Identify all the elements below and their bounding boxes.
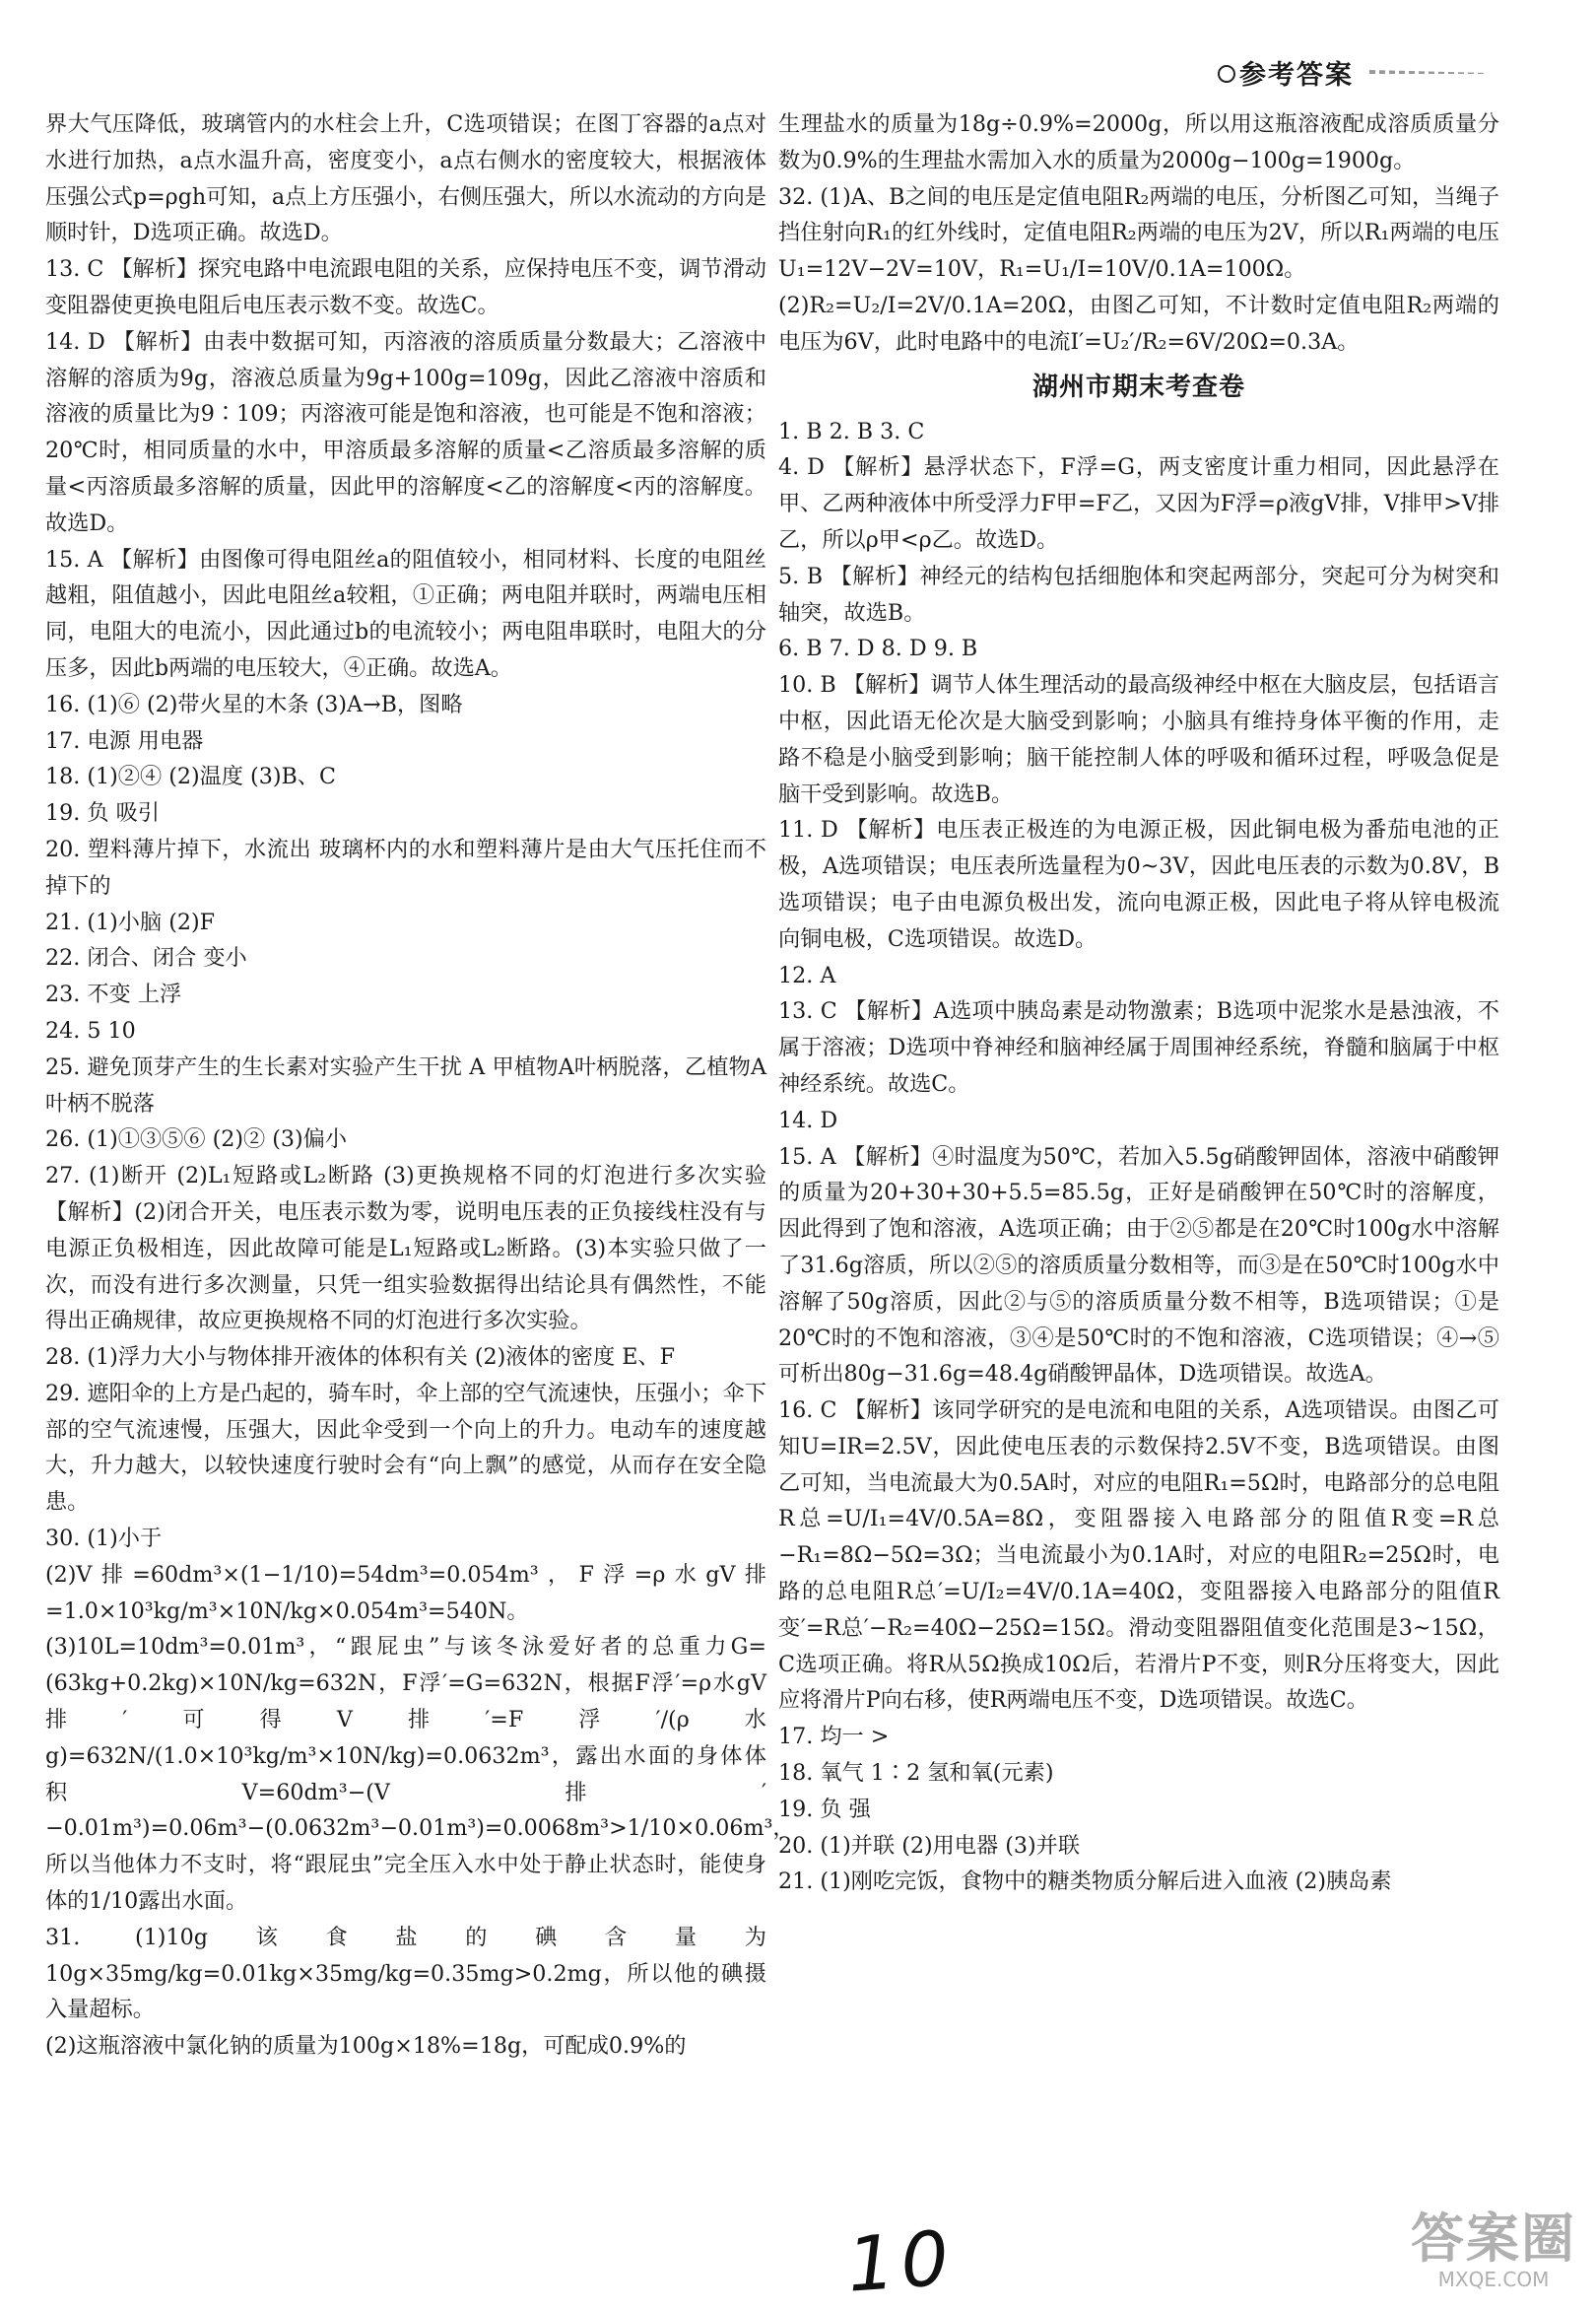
paragraph: 20. (1)并联 (2)用电器 (3)并联 bbox=[778, 1832, 1081, 1859]
watermark-text: 答案圈 bbox=[1411, 2207, 1576, 2270]
page-header bbox=[1218, 51, 1488, 93]
paragraph: 25. 避免顶芽产生的生长素对实验产生干扰 A 甲植物A叶柄脱落，乙植物A叶柄不脱落 bbox=[45, 1053, 766, 1117]
paragraph: 界大气压降低，玻璃管内的水柱会上升，C选项错误；在图丁容器的a点对水进行加热，a点水温升高，密度变小，a点右侧水的密度较大，根据液体压强公式p=ρgh可知，a点上方压强小，右侧压强大，所以水流动的方向是顺时针，D选项正确。故选D。 bbox=[45, 111, 766, 246]
paragraph: 31. (1)10g该食盐的碘含量为10g×35mg/kg=0.01kg×35mg/kg=0.35mg>0.2mg，所以他的碘摄入量超标。 bbox=[45, 1924, 766, 2023]
paragraph: 24. 5 10 bbox=[45, 1017, 136, 1044]
right-column bbox=[778, 106, 1499, 1900]
paragraph: 23. 不变 上浮 bbox=[45, 982, 182, 1008]
watermark-logo bbox=[1411, 2209, 1576, 2290]
paragraph: 13. C 【解析】探究电路中电流跟电阻的关系，应保持电压不变，调节滑动变阻器使更换电阻后电压表示数不变。故选C。 bbox=[45, 256, 766, 318]
paragraph: (2)V排=60dm³×(1−1/10)=54dm³=0.054m³，F浮=ρ水gV排=1.0×10³kg/m³×10N/kg×0.054m³=540N。 bbox=[45, 1561, 766, 1624]
paragraph: 19. 负 强 bbox=[778, 1796, 871, 1822]
paragraph: 生理盐水的质量为18g÷0.9%=2000g，所以用这瓶溶液配成溶质质量分数为0.9%的生理盐水需加入水的质量为2000g−100g=1900g。 bbox=[778, 111, 1499, 173]
paragraph: 6. B 7. D 8. D 9. B bbox=[778, 636, 978, 662]
paragraph: 18. (1)②④ (2)温度 (3)B、C bbox=[45, 764, 336, 790]
paragraph: 14. D bbox=[778, 1107, 838, 1133]
paragraph: 20. 塑料薄片掉下，水流出 玻璃杯内的水和塑料薄片是由大气压托住而不掉下的 bbox=[45, 836, 766, 899]
left-column bbox=[45, 106, 795, 2065]
paragraph: 11. D 【解析】电压表正极连的为电源正极，因此铜电极为番茄电池的正极，A选项错误；电压表所选量程为0~3V，因此电压表的示数为0.8V，B选项错误；电子由电源负极出发，流向电源正极，因此电子将从锌电极流向铜电极，C选项错误。故选D。 bbox=[778, 817, 1499, 952]
paragraph: 21. (1)小脑 (2)F bbox=[45, 909, 216, 935]
paragraph: 16. C 【解析】该同学研究的是电流和电阻的关系，A选项错误。由图乙可知U=IR=2.5V，因此使电压表的示数保持2.5V不变，B选项错误。由图乙可知，当电流最大为0.5A时，对应的电阻R₁=5Ω时，电路部分的总电阻R总=U/I₁=4V/0.5A=8Ω，变阻器接入电路部分的阻值R变=R总−R₁=8Ω−5Ω=3Ω；当电流最小为0.1A时，对应的电阻R₂=25Ω时，电路的总电阻R总′=U/I₂=4V/0.1A=40Ω，变阻器接入电路部分的阻值R变′=R总′−R₂=40Ω−25Ω=15Ω。滑动变阻器阻值变化范围是3~15Ω，C选项正确。将R从5Ω换成10Ω后，若滑片P不变，则R分压将变大，因此应将滑片P向右移，使R两端电压不变，D选项错误。故选C。 bbox=[778, 1397, 1499, 1714]
paragraph: 27. (1)断开 (2)L₁短路或L₂断路 (3)更换规格不同的灯泡进行多次实验 【解析】(2)闭合开关，电压表示数为零，说明电压表的正负接线柱没有与电源正负极相连，因此故障可能是L₁短路或L₂断路。(3)本实验只做了一次，而没有进行多次测量，只凭一组实验数据得出结论具有偶然性，不能得出正确规律，故应更换规格不同的灯泡进行多次实验。 bbox=[45, 1163, 766, 1334]
paragraph: 17. 电源 用电器 bbox=[45, 727, 204, 754]
paragraph: 21. (1)刚吃完饭，食物中的糖类物质分解后进入血液 (2)胰岛素 bbox=[778, 1868, 1392, 1895]
paragraph: 15. A 【解析】④时温度为50℃，若加入5.5g硝酸钾固体，溶液中硝酸钾的质量为20+30+30+5.5=85.5g，正好是硝酸钾在50℃时的溶解度，因此得到了饱和溶液，A选项正确；由于②⑤都是在20℃时100g水中溶解了31.6g溶质，所以②⑤的溶质质量分数相等，而③是在50℃时100g水中溶解了50g溶质，因此②与⑤的溶质质量分数不相等，B选项错误；①是20℃时的不饱和溶液，③④是50℃时的不饱和溶液，C选项错误；④→⑤可析出80g−31.6g=48.4g硝酸钾晶体，D选项错误。故选A。 bbox=[778, 1143, 1499, 1388]
watermark-url: MXQE.COM bbox=[1437, 2268, 1550, 2291]
paragraph: 4. D 【解析】悬浮状态下，F浮=G，两支密度计重力相同，因此悬浮在甲、乙两种液体中所受浮力F甲=F乙，又因为F浮=ρ液gV排，V排甲>V排乙，所以ρ甲<ρ乙。故选D。 bbox=[778, 454, 1499, 553]
section-title: 湖州市期末考查卷 bbox=[1031, 372, 1245, 402]
paragraph: 26. (1)①③⑤⑥ (2)② (3)偏小 bbox=[45, 1126, 348, 1153]
paragraph: 1. B 2. B 3. C bbox=[778, 418, 925, 444]
paragraph: 28. (1)浮力大小与物体排开液体的体积有关 (2)液体的密度 E、F bbox=[45, 1344, 676, 1371]
header-title: 参考答案 bbox=[1218, 51, 1363, 94]
paragraph: 16. (1)⑥ (2)带火星的木条 (3)A→B，图略 bbox=[45, 691, 463, 717]
paragraph: 17. 均一 > bbox=[778, 1724, 890, 1750]
paragraph: 10. B 【解析】调节人体生理活动的最高级神经中枢在大脑皮层，包括语言中枢，因此语无伦次是大脑受到影响；小脑具有维持身体平衡的作用，走路不稳是小脑受到影响；脑干能控制人体的呼吸和循环过程，呼吸急促是脑干受到影响。故选B。 bbox=[778, 672, 1499, 807]
paragraph: 13. C 【解析】A选项中胰岛素是动物激素；B选项中泥浆水是悬浊液，不属于溶液；D选项中脊神经和脑神经属于周围神经系统，脊髓和脑属于中枢神经系统。故选C。 bbox=[778, 998, 1499, 1097]
paragraph: 30. (1)小于 bbox=[45, 1526, 163, 1552]
paragraph: 5. B 【解析】神经元的结构包括细胞体和突起两部分，突起可分为树突和轴突，故选B。 bbox=[778, 563, 1499, 626]
handwritten-page-number: 10 bbox=[844, 2213, 958, 2309]
header-decoration bbox=[1369, 67, 1488, 77]
paragraph: 18. 氧气 1∶2 氢和氧(元素) bbox=[778, 1760, 1054, 1787]
paragraph: 32. (1)A、B之间的电压是定值电阻R₂两端的电压，分析图乙可知，当绳子挡住射向R₁的红外线时，定值电阻R₂两端的电压为2V，所以R₁两端的电压U₁=12V−2V=10V，R₁=U₁/I=10V/0.1A=100Ω。 bbox=[778, 183, 1499, 283]
paragraph: 14. D 【解析】由表中数据可知，丙溶液的溶质质量分数最大；乙溶液中溶解的溶质为9g，溶液总质量为9g+100g=109g，因此乙溶液中溶质和溶液的质量比为9∶109；丙溶液可能是饱和溶液，也可能是不饱和溶液；20℃时，相同质量的水中，甲溶质最多溶解的质量<乙溶质最多溶解的质量<丙溶质最多溶解的质量，因此甲的溶解度<乙的溶解度<丙的溶解度。故选D。 bbox=[45, 328, 766, 536]
paragraph: (2)R₂=U₂/I=2V/0.1A=20Ω，由图乙可知，不计数时定值电阻R₂两端的电压为6V，此时电路中的电流I′=U₂′/R₂=6V/20Ω=0.3A。 bbox=[778, 292, 1499, 355]
paragraph: (3)10L=10dm³=0.01m³，“跟屁虫”与该冬泳爱好者的总重力G=(63kg+0.2kg)×10N/kg=632N，F浮′=G=632N，根据F浮′=ρ水gV排′可得V排′=F浮′/(ρ水g)=632N/(1.0×10³kg/m³×10N/kg)=0.0632m³，露出水面的身体体积V=60dm³−(V排′−0.01m³)=0.06m³−(0.0632m³−0.01m³)=0.0068m³>1/10×0.06m³，所以当他体力不支时，将“跟屁虫”完全压入水中处于静止状态时，能使身体的1/10露出水面。 bbox=[45, 1634, 795, 1915]
paragraph: 15. A 【解析】由图像可得电阻丝a的阻值较小，相同材料、长度的电阻丝越粗，阻值越小，因此电阻丝a较粗，①正确；两电阻并联时，两端电压相同，电阻大的电流小，因此通过b的电流较小；两电阻串联时，电阻大的分压多，因此b两端的电压较大，④正确。故选A。 bbox=[45, 546, 766, 681]
paragraph: 19. 负 吸引 bbox=[45, 800, 160, 827]
paragraph: 22. 闭合、闭合 变小 bbox=[45, 945, 247, 972]
paragraph: 29. 遮阳伞的上方是凸起的，骑车时，伞上部的空气流速快，压强小；伞下部的空气流速慢，压强大，因此伞受到一个向上的升力。电动车的速度越大，升力越大，以较快速度行驶时会有“向上飘”的感觉，从而存在安全隐患。 bbox=[45, 1380, 766, 1516]
paragraph: 12. A bbox=[778, 962, 836, 988]
paragraph: (2)这瓶溶液中氯化钠的质量为100g×18%=18g，可配成0.9%的 bbox=[45, 2033, 687, 2060]
